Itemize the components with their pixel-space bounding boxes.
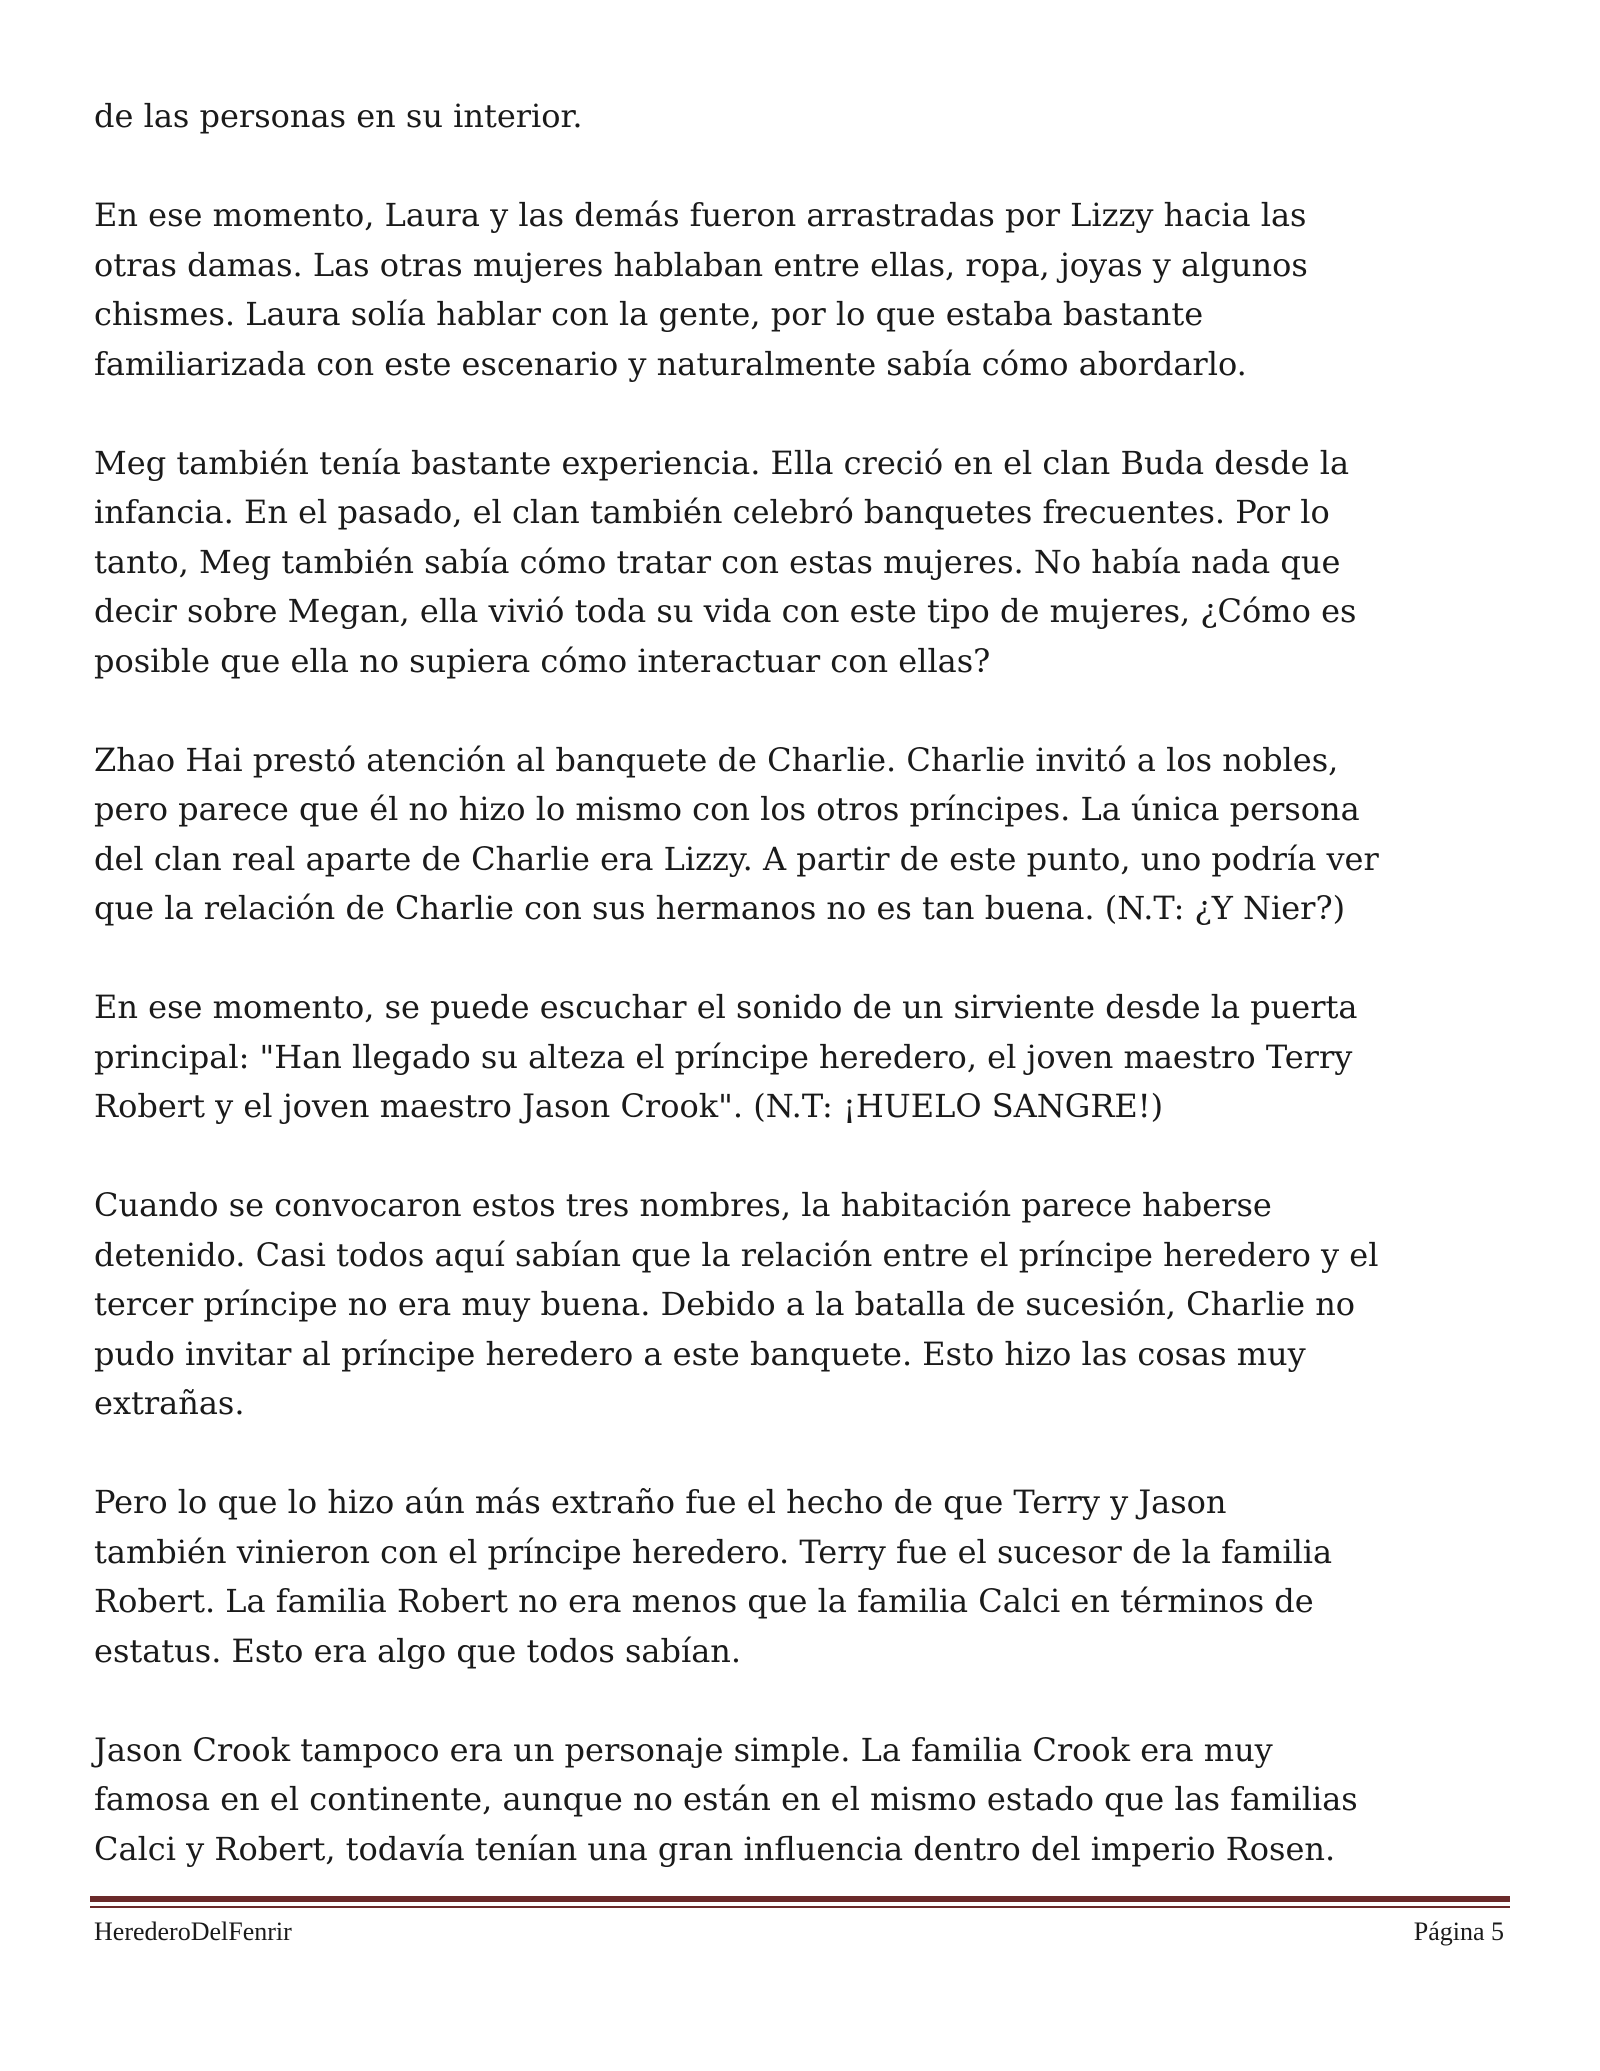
footer-divider-thick xyxy=(90,1896,1510,1902)
footer-divider-thin xyxy=(90,1906,1510,1908)
page-number: Página 5 xyxy=(1413,1917,1504,1946)
paragraph: Meg también tenía bastante experiencia. Ella creció en el clan Buda desde la infancia. En el pasado, el clan también celebró banquetes frecuentes. Por lo tanto, Meg también sabía cómo tratar con estas mujeres. No había nada que decir sobre Megan, ella vivió toda su vida con este tipo de mujeres, ¿Cómo es posible que ella no supiera cómo interactuar con ellas? xyxy=(94,443,1357,680)
paragraph: Cuando se convocaron estos tres nombres, la habitación parece haberse detenido. Casi todos aquí sabían que la relación entre el príncipe heredero y el tercer príncipe no era muy buena. Debido a la batalla de sucesión, Charlie no pudo invitar al príncipe heredero a este banquete. Esto hizo las cosas muy extrañas. xyxy=(94,1186,1379,1422)
paragraph: de las personas en su interior. xyxy=(94,97,583,135)
footer-left-text: HerederoDelFenrir xyxy=(94,1917,292,1946)
page-footer xyxy=(94,1912,1504,1952)
paragraph: En ese momento, se puede escuchar el sonido de un sirviente desde la puerta principal: "Han llegado su alteza el príncipe heredero, el joven maestro Terry Robert y el joven maestro Jason Crook". (N.T: ¡HUELO SANGRE!) xyxy=(94,988,1358,1125)
paragraph: Jason Crook tampoco era un personaje simple. La familia Crook era muy famosa en el continente, aunque no están en el mismo estado que las familias Calci y Robert, todavía tenían una gran influencia dentro del imperio Rosen. xyxy=(94,1730,1358,1868)
paragraph: Zhao Hai prestó atención al banquete de Charlie. Charlie invitó a los nobles, pero parece que él no hizo lo mismo con los otros príncipes. La única persona del clan real aparte de Charlie era Lizzy. A partir de este punto, uno podría ver que la relación de Charlie con sus hermanos no es tan buena. (N.T: ¿Y Nier?) xyxy=(94,740,1379,927)
page-body xyxy=(94,92,1514,1874)
paragraph: En ese momento, Laura y las demás fueron arrastradas por Lizzy hacia las otras damas. Las otras mujeres hablaban entre ellas, ropa, joyas y algunos chismes. Laura solía hablar con la gente, por lo que estaba bastante familiarizada con este escenario y naturalmente sabía cómo abordarlo. xyxy=(94,196,1308,383)
paragraph: Pero lo que lo hizo aún más extraño fue el hecho de que Terry y Jason también vinieron con el príncipe heredero. Terry fue el sucesor de la familia Robert. La familia Robert no era menos que la familia Calci en términos de estatus. Esto era algo que todos sabían. xyxy=(94,1483,1333,1670)
footer-divider xyxy=(90,1896,1510,1910)
